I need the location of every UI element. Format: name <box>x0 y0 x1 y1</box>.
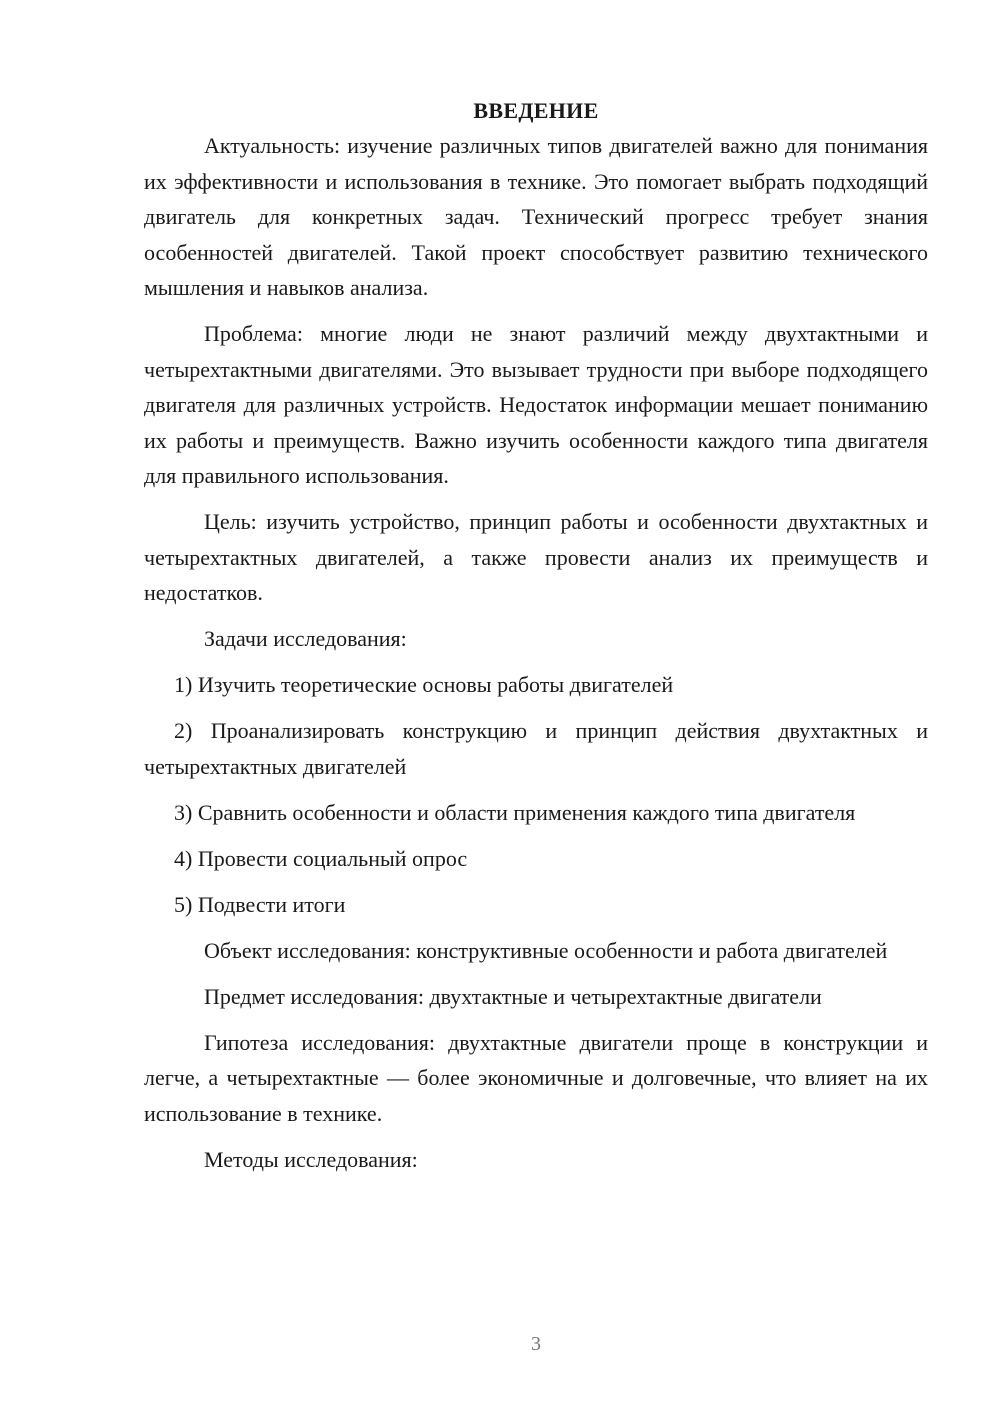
problem-paragraph: Проблема: многие люди не знают различий между двухтактными и четырехтактными двигателями. Это вызывает трудности при выборе подходящего двигателя для различных устройств. Недостаток информации мешает пониманию их работы и преимуществ. Важно изучить особенности каждого типа двигателя для правильного использования. <box>144 321 928 488</box>
task-item-2: 2) Проанализировать конструкцию и принцип действия двухтактных и четырехтактных двигателей <box>144 718 928 779</box>
tasks-heading: Задачи исследования: <box>204 626 407 651</box>
methods-paragraph: Методы исследования: <box>204 1146 418 1172</box>
relevance-paragraph: Актуальность: изучение различных типов двигателей важно для понимания их эффективности и использования в технике. Это помогает выбрать подходящий двигатель для конкретных задач. Технический прогресс требует знания особенностей двигателей. Такой проект способствует развитию технического мышления и навыков анализа. <box>144 133 928 300</box>
task-item-1: 1) Изучить теоретические основы работы двигателей <box>174 672 674 697</box>
subject-paragraph: Предмет исследования: двухтактные и четырехтактные двигатели <box>204 983 822 1009</box>
goal-paragraph: Цель: изучить устройство, принцип работы и особенности двухтактных и четырехтактных двигателей, а также провести анализ их преимуществ и недостатков. <box>144 509 928 605</box>
section-title: ВВЕДЕНИЕ <box>473 98 599 123</box>
hypothesis-paragraph: Гипотеза исследования: двухтактные двигатели проще в конструкции и легче, а четырехтактные — более экономичные и долговечные, что влияет на их использование в технике. <box>144 1029 928 1126</box>
document-page <box>144 96 928 1188</box>
object-paragraph: Объект исследования: конструктивные особенности и работа двигателей <box>204 937 888 963</box>
task-item-4: 4) Провести социальный опрос <box>174 845 468 871</box>
task-item-3: 3) Сравнить особенности и области применения каждого типа двигателя <box>174 799 856 825</box>
page-number: 3 <box>531 1333 541 1355</box>
task-item-5: 5) Подвести итоги <box>174 891 346 917</box>
